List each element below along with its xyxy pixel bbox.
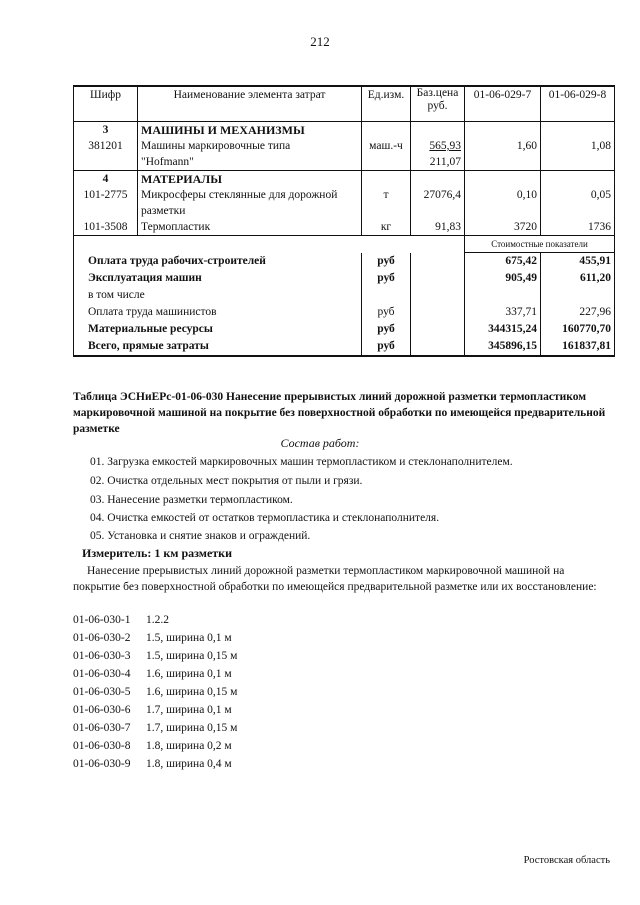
table-header-row [74,86,615,122]
table-caption: Таблица ЭСНиЕРс-01-06-030 Нанесение прерывистых линий дорожной разметки термопластиком маркировочной машиной на покрытие без поверхностной обработки по имеющейся предварительной разметке [73,391,606,435]
code-desc: 1.7, ширина 0,15 м [146,722,238,734]
row-name-line1: Машины маркировочные типа [141,140,291,152]
summary-value-1: 345896,15 [465,338,541,356]
code-id: 01-06-030-4 [73,668,131,680]
summary-unit: руб [362,338,411,356]
summary-value-1: 905,49 [465,270,541,287]
row-code: 101-3508 [74,219,138,236]
section-number: 4 [74,171,138,188]
cost-indicators-label: Стоимостные показатели [465,236,615,253]
code-id: 01-06-030-1 [73,614,131,626]
summary-label: Оплата труда рабочих-строителей [74,253,362,271]
row-code: 381201 [74,138,138,171]
code-id: 01-06-030-2 [73,632,131,644]
summary-label: в том числе [74,287,362,304]
row-price-top: 565,93 [429,140,461,152]
summary-value-2: 611,20 [541,270,615,287]
row-value-1: 3720 [465,219,541,236]
code-desc: 1.8, ширина 0,4 м [146,758,232,770]
code-id: 01-06-030-3 [73,650,131,662]
summary-row [74,270,615,287]
code-desc: 1.8, ширина 0,2 м [146,740,232,752]
cost-table [73,85,615,357]
row-unit: т [362,187,411,219]
summary-value-2: 455,91 [541,253,615,271]
summary-row [74,287,615,304]
summary-label: Материальные ресурсы [74,321,362,338]
row-value-2: 0,05 [541,187,615,219]
code-id: 01-06-030-5 [73,686,131,698]
summary-label: Оплата труда машинистов [74,304,362,321]
summary-row [74,304,615,321]
section-title: МАТЕРИАЛЫ [138,171,362,188]
summary-value-1: 337,71 [465,304,541,321]
code-desc: 1.5, ширина 0,1 м [146,632,232,644]
work-composition-title: Состав работ: [280,436,360,450]
header-code: Шифр [74,86,138,122]
summary-value-2: 227,96 [541,304,615,321]
row-unit: кг [362,219,411,236]
code-desc: 1.6, ширина 0,15 м [146,686,238,698]
summary-unit: руб [362,270,411,287]
row-price-bottom: 211,07 [429,156,461,168]
header-name: Наименование элемента затрат [138,86,362,122]
code-id: 01-06-030-8 [73,740,131,752]
row-name-line2: "Hofmann" [141,156,194,168]
cost-indicators-row [74,236,615,253]
work-item: 02. Очистка отдельных мест покрытия от пыли и грязи. [90,475,363,487]
summary-unit: руб [362,321,411,338]
work-item: 01. Загрузка емкостей маркировочных машин термопластиком и стеклонаполнителем. [90,456,513,468]
work-item: 04. Очистка емкостей от остатков термопластика и стеклонаполнителя. [90,512,440,524]
measure-unit: Измеритель: 1 км разметки [82,546,233,560]
code-id: 01-06-030-9 [73,758,131,770]
code-id: 01-06-030-6 [73,704,131,716]
summary-row [74,338,615,356]
work-item: 03. Нанесение разметки термопластиком. [90,494,293,506]
summary-unit: руб [362,253,411,271]
row-name [138,187,362,219]
summary-value-2: 161837,81 [541,338,615,356]
section-title: МАШИНЫ И МЕХАНИЗМЫ [138,122,362,139]
summary-value-1: 344315,24 [465,321,541,338]
row-value-1: 0,10 [465,187,541,219]
description: Нанесение прерывистых линий дорожной разметки термопластиком маркировочной машиной на покрытие без поверхностной обработки по имеющейся предварительной разметке или их восстановление: [73,565,597,593]
code-desc: 1.2.2 [146,614,169,626]
row-code: 101-2775 [74,187,138,219]
summary-label: Всего, прямые затраты [74,338,362,356]
region-footer: Ростовская область [523,855,610,866]
row-value-2: 1,08 [541,138,615,171]
summary-label: Эксплуатация машин [74,270,362,287]
summary-value-1: 675,42 [465,253,541,271]
row-price: 27076,4 [411,187,465,219]
section-row [74,171,615,188]
table-row [74,187,615,219]
page-number: 212 [310,34,330,49]
header-col2: 01-06-029-8 [541,86,615,122]
row-unit: маш.-ч [362,138,411,171]
row-value-1: 1,60 [465,138,541,171]
section-number: 3 [74,122,138,139]
code-desc: 1.6, ширина 0,1 м [146,668,232,680]
row-name-line2: разметки [141,205,186,217]
summary-row [74,321,615,338]
summary-row [74,253,615,271]
row-price [411,138,465,171]
row-value-2: 1736 [541,219,615,236]
row-name: Термопластик [138,219,362,236]
code-desc: 1.5, ширина 0,15 м [146,650,238,662]
table-row [74,138,615,171]
header-base-price: Баз.цена руб. [411,86,465,122]
table-row [74,219,615,236]
header-col1: 01-06-029-7 [465,86,541,122]
header-unit: Ед.изм. [362,86,411,122]
code-desc: 1.7, ширина 0,1 м [146,704,232,716]
row-name [138,138,362,171]
summary-unit: руб [362,304,411,321]
code-id: 01-06-030-7 [73,722,131,734]
summary-value-2: 160770,70 [541,321,615,338]
row-name-line1: Микросферы стеклянные для дорожной [141,189,338,201]
work-item: 05. Установка и снятие знаков и ограждений. [90,530,311,542]
section-row [74,122,615,139]
row-price: 91,83 [411,219,465,236]
